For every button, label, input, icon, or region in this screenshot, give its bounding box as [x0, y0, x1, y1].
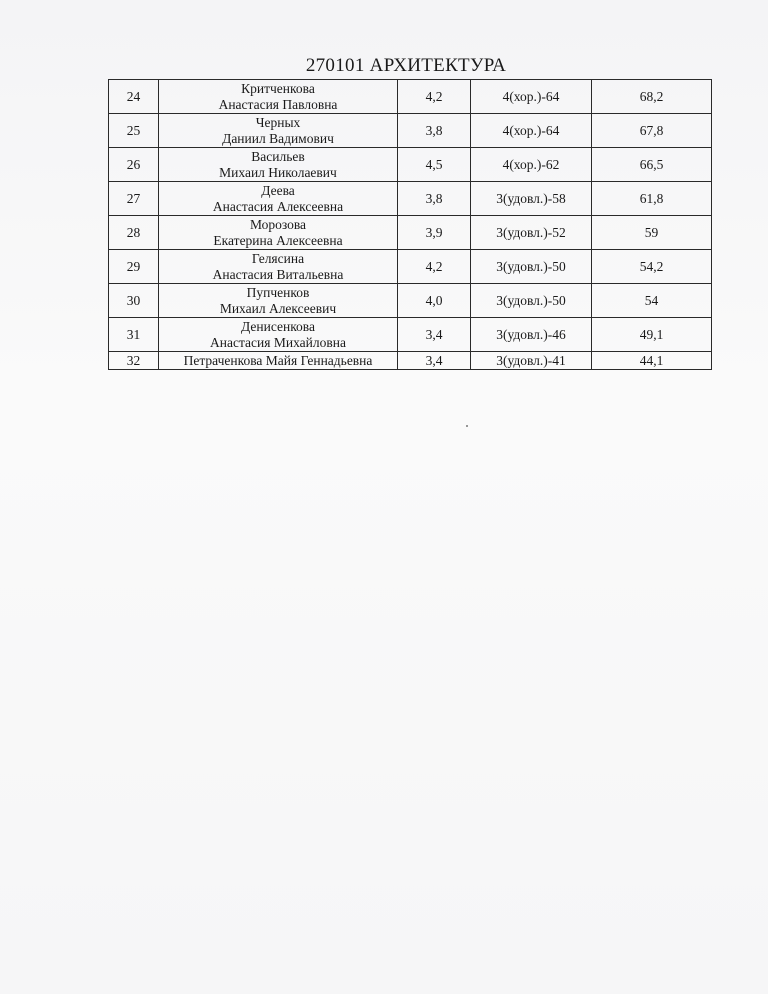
row-number: 31: [109, 318, 159, 352]
student-name: [159, 318, 398, 352]
student-name: [159, 216, 398, 250]
average-score: 3,8: [398, 114, 471, 148]
total-score: 61,8: [592, 182, 712, 216]
student-given-names: Михаил Алексеевич: [219, 300, 337, 316]
results-table: [108, 79, 712, 370]
average-score: 4,0: [398, 284, 471, 318]
student-name: [159, 250, 398, 284]
student-name: [159, 182, 398, 216]
student-name: [159, 114, 398, 148]
exam-result: 4(хор.)-64: [471, 114, 592, 148]
row-number: 25: [109, 114, 159, 148]
row-number: 28: [109, 216, 159, 250]
total-score: 54: [592, 284, 712, 318]
student-name: [159, 148, 398, 182]
student-given-names: Анастасия Павловна: [218, 96, 338, 112]
average-score: 4,5: [398, 148, 471, 182]
exam-result: 3(удовл.)-41: [471, 352, 592, 370]
average-score: 3,9: [398, 216, 471, 250]
row-number: 24: [109, 80, 159, 114]
student-surname: Критченкова: [241, 80, 315, 96]
average-score: 4,2: [398, 250, 471, 284]
average-score: 3,4: [398, 352, 471, 370]
student-given-names: Анастасия Витальевна: [212, 266, 344, 282]
document-title: 270101 АРХИТЕКТУРА: [305, 55, 507, 76]
table-row: [109, 216, 712, 250]
row-number: 32: [109, 352, 159, 370]
row-number: 29: [109, 250, 159, 284]
exam-result: 4(хор.)-64: [471, 80, 592, 114]
row-number: 30: [109, 284, 159, 318]
total-score: 66,5: [592, 148, 712, 182]
table-row: [109, 182, 712, 216]
scan-speck: [466, 425, 468, 427]
table-row: [109, 352, 712, 370]
total-score: 59: [592, 216, 712, 250]
average-score: 3,8: [398, 182, 471, 216]
exam-result: 3(удовл.)-50: [471, 250, 592, 284]
table-row: [109, 114, 712, 148]
table-row: [109, 80, 712, 114]
average-score: 3,4: [398, 318, 471, 352]
exam-result: 3(удовл.)-52: [471, 216, 592, 250]
exam-result: 4(хор.)-62: [471, 148, 592, 182]
student-surname: Деева: [261, 182, 295, 198]
student-given-names: Даниил Вадимович: [222, 130, 334, 146]
exam-result: 3(удовл.)-58: [471, 182, 592, 216]
exam-result: 3(удовл.)-50: [471, 284, 592, 318]
total-score: 44,1: [592, 352, 712, 370]
student-surname: Гелясина: [251, 250, 305, 266]
results-table-body: [109, 80, 712, 370]
total-score: 54,2: [592, 250, 712, 284]
student-surname: Васильев: [251, 148, 305, 164]
row-number: 27: [109, 182, 159, 216]
student-given-names: Екатерина Алексеевна: [213, 232, 343, 248]
student-given-names: Анастасия Алексеевна: [212, 198, 344, 214]
total-score: 68,2: [592, 80, 712, 114]
student-given-names: Михаил Николаевич: [219, 164, 337, 180]
row-number: 26: [109, 148, 159, 182]
student-name: Петраченкова Майя Геннадьевна: [159, 352, 398, 370]
average-score: 4,2: [398, 80, 471, 114]
student-surname: Денисенкова: [241, 318, 315, 334]
student-name: [159, 284, 398, 318]
student-surname: Морозова: [249, 216, 307, 232]
student-surname: Черных: [255, 114, 301, 130]
student-name: [159, 80, 398, 114]
student-given-names: Анастасия Михайловна: [210, 334, 346, 350]
table-row: [109, 318, 712, 352]
student-surname: Пупченков: [246, 284, 310, 300]
table-row: [109, 250, 712, 284]
total-score: 49,1: [592, 318, 712, 352]
table-row: [109, 284, 712, 318]
total-score: 67,8: [592, 114, 712, 148]
exam-result: 3(удовл.)-46: [471, 318, 592, 352]
table-row: [109, 148, 712, 182]
